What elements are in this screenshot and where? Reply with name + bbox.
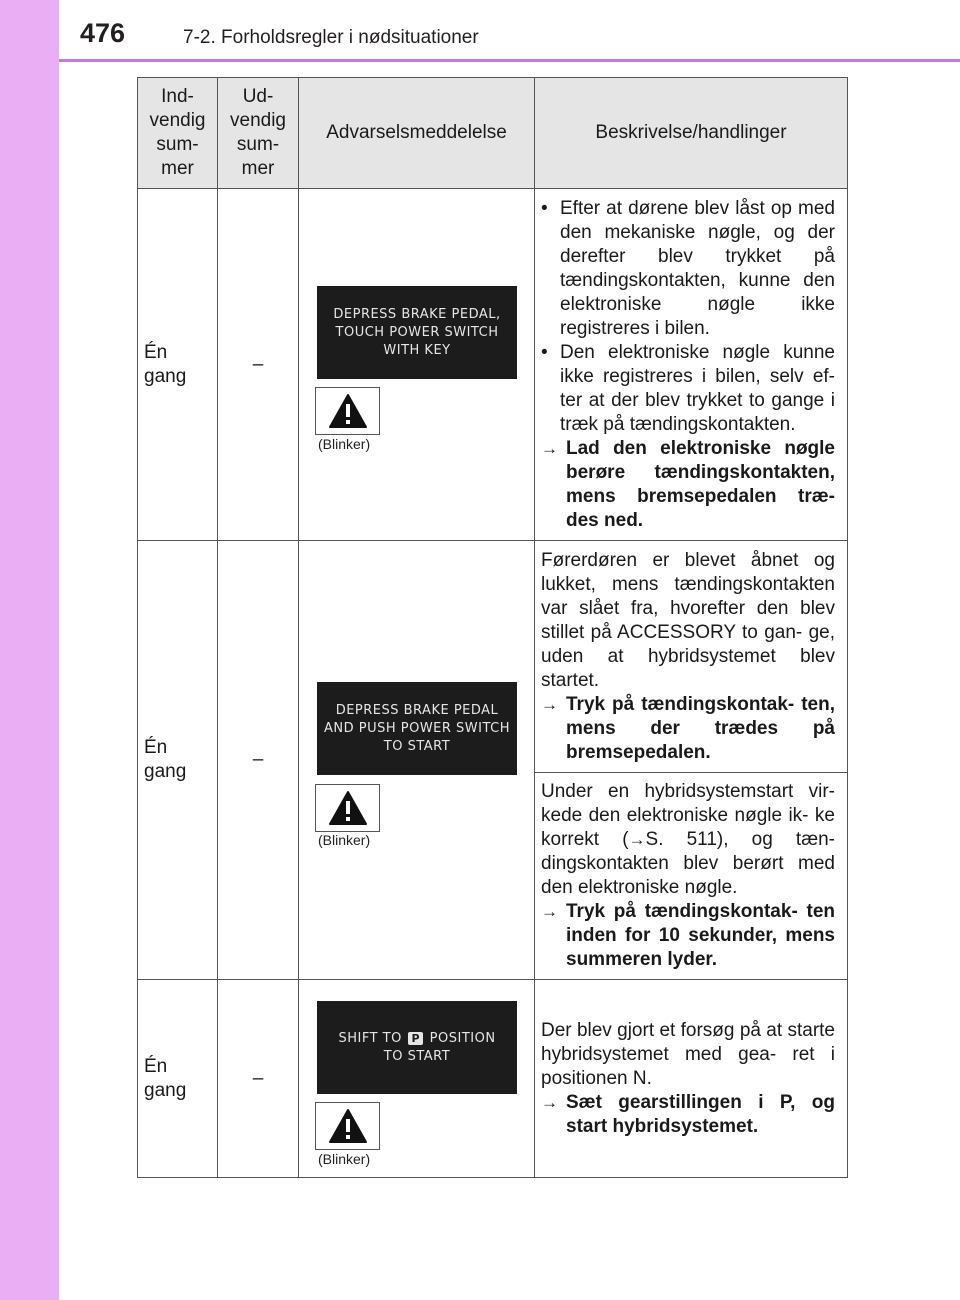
warning-display-cell [299,189,535,541]
action-item [541,900,835,972]
table-row [138,189,848,541]
display-line: DEPRESS BRAKE PEDAL, [333,306,501,322]
display-line: TO START [383,1048,451,1064]
udvendig-cell: – [218,980,299,1178]
action-item [541,437,835,533]
arrow-right-icon: → [541,438,558,458]
description-text: Der blev gjort et forsøg på at starte hybridsystemet med gea- ret i positionen N. [541,1019,835,1089]
table-row [138,541,848,773]
indvendig-cell [138,541,218,980]
bullet-text: Den elektroniske nøgle kunne ikke registreres i bilen, selv ef- ter at der blev trykket to gange i træk på tændingskontakten. [560,341,835,435]
table-header-row [138,78,848,189]
description-text: Førerdøren er blevet åbnet og lukket, mens tændingskontakten var slået fra, hvorefter den blev stillet på ACCESSORY to gan- ge, uden at hybridsystemet blev startet. [541,549,835,691]
header-indvendig [138,78,218,189]
warning-light-box [315,784,380,832]
description-text-part: Under en hybridsystemstart vir- kede den elektroniske nøgle ik- ke korrekt ( [541,781,835,850]
header-udvendig-text: Ud- vendig sum- mer [230,86,286,179]
bullet-text: Efter at dørene blev låst op med den mekaniske nøgle, og der derefter blev trykket på tændingskontakten, kunne den elektroniske nøgle ikke registreres i bilen. [560,197,835,339]
warning-light-box [315,387,380,435]
warning-light-box [315,1102,380,1150]
arrow-right-icon: → [541,694,558,714]
display-text: POSITION [429,1030,496,1046]
page-side-tab [0,0,59,1300]
display-line: TOUCH POWER SWITCH [335,324,499,340]
warning-triangle-icon [328,790,368,826]
header-indvendig-text: Ind- vendig sum- mer [149,86,206,179]
warning-display-cell [299,541,535,980]
action-text: Tryk på tændingskontak- ten, mens der trædes på bremsepedalen. [566,693,835,763]
page-number: 476 [80,18,126,48]
indvendig-value: Én gang [144,341,187,387]
action-text: Tryk på tændingskontak- ten inden for 10 sekunder, mens summeren lyder. [566,901,835,970]
page-reference: S. 511), og tæn- dingskontakten blev berørt med den elektroniske nøgle. [541,829,835,898]
display-line: DEPRESS BRAKE PEDAL [335,702,499,718]
warning-triangle-icon [328,1108,368,1144]
display-line: WITH KEY [383,342,451,358]
header-beskrivelse: Beskrivelse/handlinger [535,78,848,189]
warning-display [317,682,517,775]
table-row [138,980,848,1178]
action-text: Sæt gearstillingen i P, og start hybridsystemet. [566,1091,835,1137]
display-line: TO START [383,738,451,754]
display-line [338,1030,495,1048]
park-position-badge: P [408,1032,423,1045]
warning-display [317,286,517,379]
header-divider [59,59,960,62]
header-udvendig [218,78,299,189]
warning-display [317,1001,517,1094]
header-advarsel: Advarselsmeddelelse [299,78,535,189]
indvendig-cell [138,189,218,541]
description-cell [535,189,848,541]
description-cell [535,980,848,1178]
warning-triangle-icon [328,393,368,429]
description-cell [535,773,848,980]
indvendig-value: Én gang [144,737,187,782]
action-item [541,1091,835,1139]
blink-label: (Blinker) [318,436,371,452]
indvendig-cell [138,980,218,1178]
bullet-item: • Den elektroniske nøgle kunne ikke registreres i bilen, selv ef- ter at der blev trykket to gange i træk på tændingskontakten. [541,341,835,435]
arrow-right-icon: → [541,902,558,921]
display-text: SHIFT TO [338,1030,402,1046]
bullet-item: • Efter at dørene blev låst op med den mekaniske nøgle, og der derefter blev trykket på tændingskontakten, kunne den elektroniske nøgle ikke registreres i bilen. [541,197,835,339]
arrow-right-icon: → [628,830,646,849]
udvendig-cell: – [218,541,299,980]
warning-table [137,77,848,1178]
udvendig-cell: – [218,189,299,541]
action-item [541,693,835,765]
arrow-right-icon: → [541,1092,558,1112]
section-title: 7-2. Forholdsregler i nødsituationer [183,27,479,48]
indvendig-value: Én gang [144,1055,187,1101]
warning-display-cell [299,980,535,1178]
description-text [541,780,835,900]
blink-label: (Blinker) [318,1151,371,1167]
display-line: AND PUSH POWER SWITCH [323,720,511,736]
description-cell [535,541,848,773]
blink-label: (Blinker) [318,832,371,848]
action-text: Lad den elektroniske nøgle berøre tændingskontakten, mens bremsepedalen træ- des ned. [566,437,835,531]
